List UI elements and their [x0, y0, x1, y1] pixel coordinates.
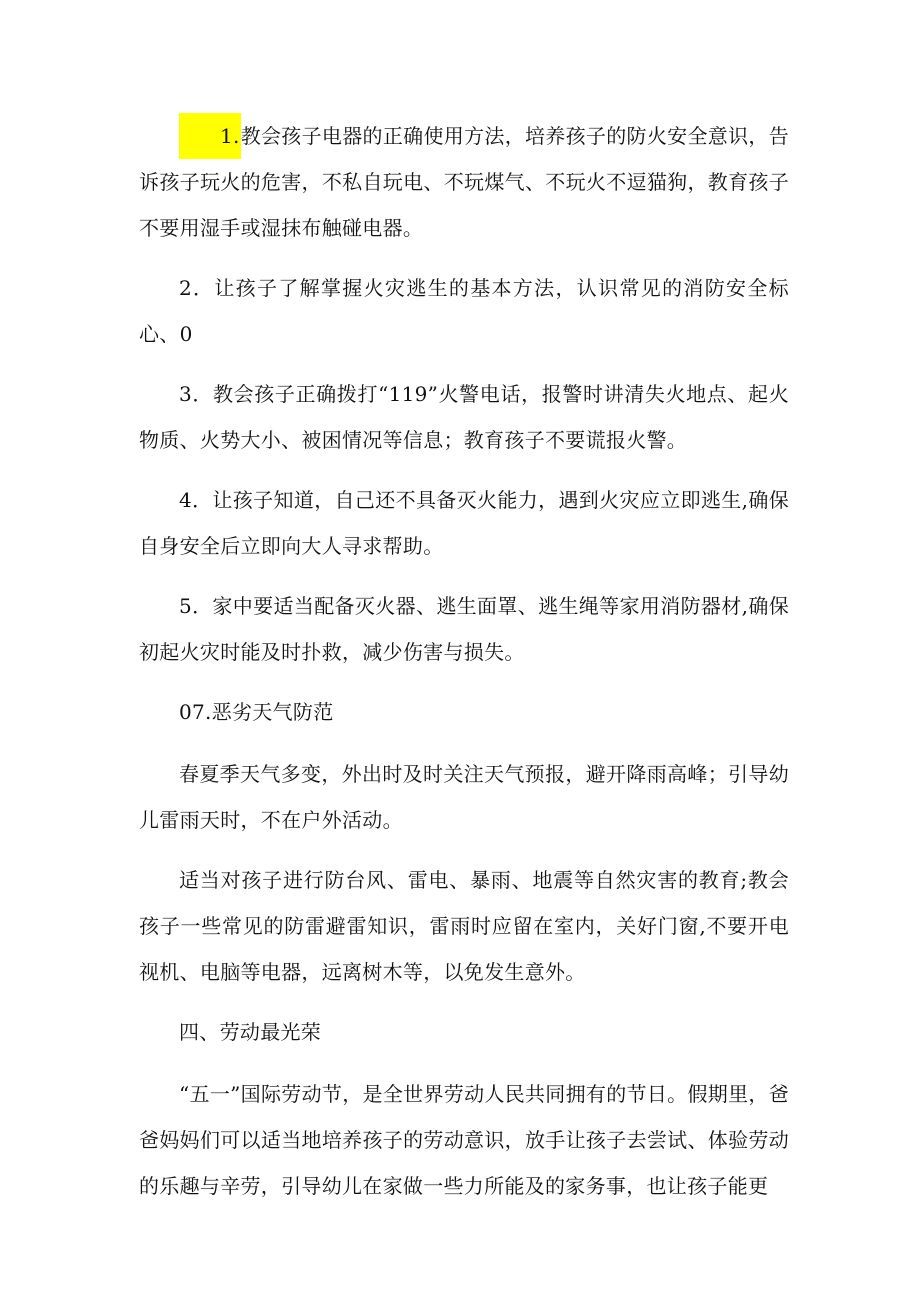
paragraph-fire-equipment: 5．家中要适当配备灭火器、逃生面罩、逃生绳等家用消防器材,确保初起火灾时能及时扑救，减少伤害与损失。 [139, 594, 789, 664]
paragraph-labor-day: “五一”国际劳动节，是全世界劳动人民共同拥有的节日。假期里，爸爸妈妈们可以适当地培养孩子的劳动意识，放手让孩子去尝试、体验劳动的乐趣与辛劳，引导幼儿在家做一些力所能及的家务事，也让孩子能更 [139, 1082, 789, 1198]
document-body [139, 113, 789, 1223]
paragraph-escape-first: 4．让孩子知道，自己还不具备灭火能力，遇到火灾应立即逃生,确保自身安全后立即向大人寻求帮助。 [139, 488, 789, 558]
section-heading-labor: 四、劳动最光荣 [179, 1020, 322, 1044]
highlighted-list-marker: 1. [179, 113, 241, 159]
paragraph-text: 教会孩子电器的正确使用方法，培养孩子的防火安全意识，告诉孩子玩火的危害，不私自玩电、不玩煤气、不玩火不逗猫狗，教育孩子不要用湿手或湿抹布触碰电器。 [139, 124, 789, 240]
paragraph-fire-escape: 2．让孩子了解掌握火灾逃生的基本方法，认识常见的消防安全标心、0 [139, 276, 789, 346]
paragraph-electrical-safety [139, 113, 789, 251]
paragraph-call-119: 3．教会孩子正确拨打“119”火警电话，报警时讲清失火地点、起火物质、火势大小、被困情况等信息；教育孩子不要谎报火警。 [139, 382, 789, 452]
section-heading-bad-weather: 07.恶劣天气防范 [179, 700, 334, 724]
paragraph-disaster-education: 适当对孩子进行防台风、雷电、暴雨、地震等自然灾害的教育;教会孩子一些常见的防雷避雷知识，雷雨时应留在室内，关好门窗,不要开电视机、电脑等电器，远离树木等，以免发生意外。 [139, 868, 789, 984]
paragraph-weather-forecast: 春夏季天气多变，外出时及时关注天气预报，避开降雨高峰；引导幼儿雷雨天时，不在户外活动。 [139, 762, 789, 832]
